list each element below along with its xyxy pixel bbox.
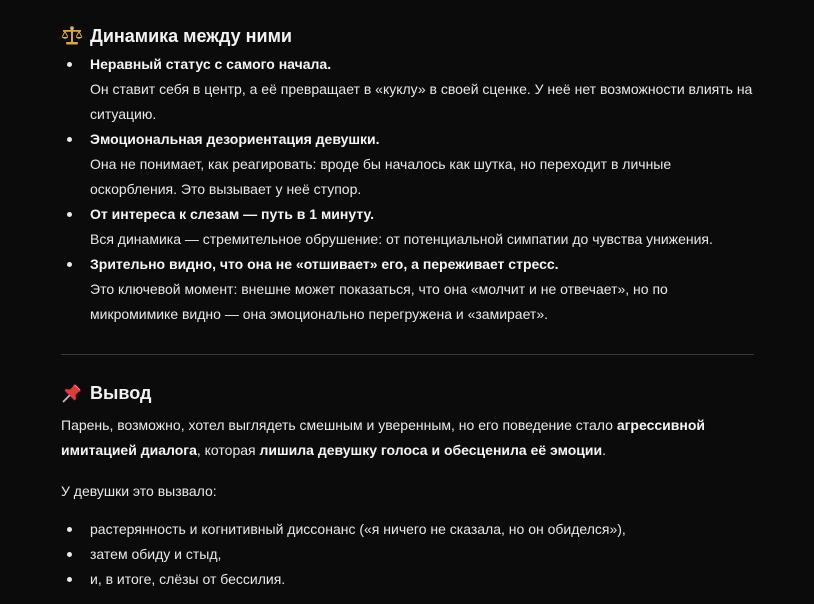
list-item: растерянность и когнитивный диссонанс («я ничего не сказала, но он обиделся»),	[61, 517, 754, 542]
list-item-title: От интереса к слезам — путь в 1 минуту.	[90, 206, 374, 222]
conclusion-paragraph	[61, 413, 754, 463]
conclusion-title: Вывод	[90, 382, 152, 403]
list-item-title: Неравный статус с самого начала.	[90, 56, 332, 72]
dynamics-heading	[61, 22, 292, 50]
list-item-text: Она не понимает, как реагировать: вроде бы началось как шутка, но переходит в личные оскорбления. Это вызывает у неё ступор.	[90, 156, 672, 197]
paragraph-text: , которая	[196, 442, 260, 458]
list-item-text: Вся динамика — стремительное обрушение: от потенциальной симпатии до чувства унижения.	[90, 231, 713, 247]
conclusion-list	[61, 517, 754, 592]
conclusion-lead: У девушки это вызвало:	[61, 483, 217, 499]
list-item-title: Эмоциональная дезориентация девушки.	[90, 131, 380, 147]
list-item-title: Зрительно видно, что она не «отшивает» его, а переживает стресс.	[90, 256, 559, 272]
pushpin-icon	[61, 382, 83, 404]
list-item	[61, 202, 754, 252]
list-item-text: Это ключевой момент: внешне может показаться, что она «молчит и не отвечает», но по микромимике видно — она эмоционально перегружена и «замирает».	[90, 281, 668, 322]
dynamics-list	[61, 52, 754, 327]
conclusion-heading	[61, 379, 151, 407]
section-divider	[61, 354, 754, 355]
list-item: и, в итоге, слёзы от бессилия.	[61, 567, 754, 592]
list-item	[61, 127, 754, 202]
paragraph-bold-text: агрессивной имитацией диалога	[61, 417, 705, 458]
dynamics-title: Динамика между ними	[90, 25, 292, 46]
list-item	[61, 252, 754, 327]
scales-icon	[61, 25, 83, 47]
list-item	[61, 52, 754, 127]
list-item-text: Он ставит себя в центр, а её превращает в «куклу» в своей сценке. У неё нет возможности влиять на ситуацию.	[90, 81, 753, 122]
paragraph-text: .	[602, 442, 607, 458]
list-item: затем обиду и стыд,	[61, 542, 754, 567]
paragraph-bold-text: лишила девушку голоса и обесценила её эмоции	[259, 442, 603, 458]
paragraph-text: Парень, возможно, хотел выглядеть смешным и уверенным, но его поведение стало	[61, 417, 617, 433]
